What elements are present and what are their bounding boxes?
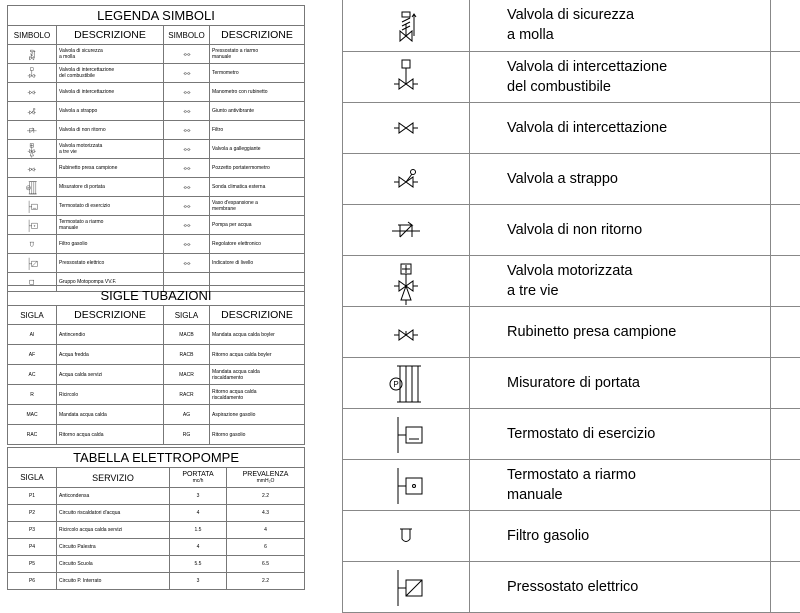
pumps-col-flow-label: PORTATA: [172, 471, 224, 478]
svg-text:P: P: [28, 185, 30, 189]
pump-head: 2.2: [227, 573, 305, 590]
detail-row: [343, 102, 800, 153]
detail-blank-cell: [770, 51, 800, 102]
pipe-code: AG: [164, 405, 210, 425]
legend-desc: Pozzetto portatermometro: [210, 159, 305, 178]
pumps-col-flow-unit: mc/h: [172, 478, 224, 484]
pressure-switch-icon: [343, 561, 470, 612]
legend-desc: Valvola a galleggiante: [210, 140, 305, 159]
detail-blank-cell: [770, 153, 800, 204]
detail-row: [343, 51, 800, 102]
detail-row: [343, 0, 800, 51]
detail-row: [343, 408, 800, 459]
pumps-col-head-label: PREVALENZA: [229, 471, 302, 478]
legend-desc: Misuratore di portata: [57, 178, 164, 197]
svg-text:P: P: [393, 380, 398, 389]
pipe-code: MACR: [164, 365, 210, 385]
legend-desc: Filtro gasolio: [57, 235, 164, 254]
legend-desc: Termostato a riarmo manuale: [57, 216, 164, 235]
pump-code: P2: [8, 505, 57, 522]
detail-label: Filtro gasolio: [470, 510, 771, 561]
pumps-col-service: SERVIZIO: [57, 468, 170, 488]
pipe-code: RACR: [164, 385, 210, 405]
pipe-desc: Mandata acqua calda riscaldamento: [210, 365, 305, 385]
pipe-code: AI: [8, 325, 57, 345]
symbol-detail-table: [342, 0, 800, 613]
legend-desc: Sonda climatica esterna: [210, 178, 305, 197]
legend-row: [8, 178, 305, 197]
pump-head: 6.5: [227, 556, 305, 573]
detail-row: [343, 561, 800, 612]
legend-row: [8, 121, 305, 140]
oil-filter-icon: [8, 235, 57, 254]
legend-col-desc: DESCRIZIONE: [210, 26, 305, 45]
manual-reset-pressure-switch-icon: [164, 45, 210, 64]
pumps-col-flow: [170, 468, 227, 488]
detail-row: [343, 357, 800, 408]
pipe-desc: Acqua calda servizi: [57, 365, 164, 385]
pumps-row: [8, 505, 305, 522]
pump-flow: 4: [170, 539, 227, 556]
pumps-row: [8, 556, 305, 573]
legend-col-symbol: SIMBOLO: [8, 26, 57, 45]
pipes-col-code: SIGLA: [164, 306, 210, 325]
pumps-col-head: [227, 468, 305, 488]
pump-service: Circuito riscaldatori d'acqua: [57, 505, 170, 522]
legend-row: [8, 64, 305, 83]
detail-blank-cell: [770, 561, 800, 612]
legend-row: [8, 140, 305, 159]
pipe-code: RACB: [164, 345, 210, 365]
legend-row: [8, 45, 305, 64]
manual-reset-thermostat-icon: [343, 459, 470, 510]
detail-blank-cell: [770, 408, 800, 459]
detail-blank-cell: [770, 459, 800, 510]
detail-blank-cell: [770, 357, 800, 408]
sample-tap-icon: [343, 306, 470, 357]
manual-reset-thermostat-icon: [8, 216, 57, 235]
filter-icon: [164, 121, 210, 140]
motorized-three-way-valve-icon: [343, 255, 470, 306]
detail-blank-cell: [770, 255, 800, 306]
pipe-code: MACB: [164, 325, 210, 345]
legend-desc: Valvola di intercettazione del combustibile: [57, 64, 164, 83]
detail-row: [343, 255, 800, 306]
pull-valve-icon: [8, 102, 57, 121]
legend-col-desc: DESCRIZIONE: [57, 26, 164, 45]
pump-head: 4.3: [227, 505, 305, 522]
pump-head: 2.2: [227, 488, 305, 505]
motorized-three-way-valve-icon: [8, 140, 57, 159]
detail-label: Valvola di non ritorno: [470, 204, 771, 255]
pipe-code: AC: [8, 365, 57, 385]
pipe-desc: Ritorno acqua calda boyler: [210, 345, 305, 365]
legend-desc: Valvola di intercettazione: [57, 83, 164, 102]
operating-thermostat-icon: [343, 408, 470, 459]
pump-service: Circuito Palestra: [57, 539, 170, 556]
legend-row: [8, 197, 305, 216]
pipe-code: RG: [164, 425, 210, 445]
flow-meter-icon: [8, 178, 57, 197]
legend-table: [7, 5, 305, 292]
water-pump-icon: [164, 216, 210, 235]
detail-row: [343, 459, 800, 510]
pull-valve-icon: [343, 153, 470, 204]
electronic-controller-icon: [164, 235, 210, 254]
pumps-row: [8, 573, 305, 590]
pipes-col-desc: DESCRIZIONE: [57, 306, 164, 325]
pipes-row: [8, 365, 305, 385]
outdoor-sensor-icon: [164, 178, 210, 197]
detail-blank-cell: [770, 510, 800, 561]
legend-desc: Rubinetto presa campione: [57, 159, 164, 178]
pipe-code: AF: [8, 345, 57, 365]
legend-desc: Valvola motorizzata a tre vie: [57, 140, 164, 159]
legend-row: [8, 235, 305, 254]
legend-desc: Indicatore di livello: [210, 254, 305, 273]
pump-flow: 3: [170, 573, 227, 590]
legend-desc: Vaso d'espansione a membrane: [210, 197, 305, 216]
pump-flow: 4: [170, 505, 227, 522]
legend-desc: Giunto antivibrante: [210, 102, 305, 121]
detail-label: Valvola di intercettazione del combustibile: [470, 51, 771, 102]
pipe-desc: Aspirazione gasolio: [210, 405, 305, 425]
shutoff-valve-icon: [8, 83, 57, 102]
pump-flow: 3: [170, 488, 227, 505]
legend-desc: Termometro: [210, 64, 305, 83]
legend-row: [8, 83, 305, 102]
detail-label: Termostato di esercizio: [470, 408, 771, 459]
thermometer-well-icon: [164, 159, 210, 178]
check-valve-icon: [8, 121, 57, 140]
pipe-code: RAC: [8, 425, 57, 445]
legend-row: [8, 254, 305, 273]
pumps-title: TABELLA ELETTROPOMPE: [8, 448, 305, 468]
legend-desc: Valvola di sicurezza a molla: [57, 45, 164, 64]
pump-service: Ricircolo acqua calda servizi: [57, 522, 170, 539]
legend-desc: Regolatore elettronico: [210, 235, 305, 254]
legend-title: LEGENDA SIMBOLI: [8, 6, 305, 26]
pipes-row: [8, 325, 305, 345]
legend-row: [8, 102, 305, 121]
safety-valve-icon: [8, 45, 57, 64]
pumps-table: [7, 447, 305, 590]
legend-desc: Pompa per acqua: [210, 216, 305, 235]
legend-desc: Gruppo Motopompa VV.F.: [57, 273, 164, 292]
legend-desc: Pressostato elettrico: [57, 254, 164, 273]
fuel-shutoff-valve-icon: [8, 64, 57, 83]
pipe-desc: Ritorno acqua calda: [57, 425, 164, 445]
pump-service: Circuito Scuola: [57, 556, 170, 573]
pipe-desc: Ritorno acqua calda riscaldamento: [210, 385, 305, 405]
sample-tap-icon: [8, 159, 57, 178]
pipe-desc: Ricircolo: [57, 385, 164, 405]
pump-service: Anticondensa: [57, 488, 170, 505]
detail-row: [343, 204, 800, 255]
detail-blank-cell: [770, 204, 800, 255]
anti-vibration-joint-icon: [164, 102, 210, 121]
detail-label: Valvola di intercettazione: [470, 102, 771, 153]
detail-label: Termostato a riarmo manuale: [470, 459, 771, 510]
pipe-desc: Acqua fredda: [57, 345, 164, 365]
detail-row: [343, 510, 800, 561]
pressure-switch-icon: [8, 254, 57, 273]
oil-filter-icon: [343, 510, 470, 561]
pipes-row: [8, 345, 305, 365]
shutoff-valve-icon: [343, 102, 470, 153]
pipes-col-code: SIGLA: [8, 306, 57, 325]
legend-desc: Termostato di esercizio: [57, 197, 164, 216]
pumps-row: [8, 522, 305, 539]
detail-label: Valvola di sicurezza a molla: [470, 0, 771, 51]
pump-head: 4: [227, 522, 305, 539]
operating-thermostat-icon: [8, 197, 57, 216]
detail-label: Valvola motorizzata a tre vie: [470, 255, 771, 306]
pipes-title: SIGLE TUBAZIONI: [8, 286, 305, 306]
detail-label: Misuratore di portata: [470, 357, 771, 408]
legend-col-symbol: SIMBOLO: [164, 26, 210, 45]
pipe-desc: Mandata acqua calda: [57, 405, 164, 425]
legend-desc: Valvola di non ritorno: [57, 121, 164, 140]
pipes-col-desc: DESCRIZIONE: [210, 306, 305, 325]
manometer-icon: [164, 83, 210, 102]
pump-head: 6: [227, 539, 305, 556]
pumps-row: [8, 539, 305, 556]
detail-label: Valvola a strappo: [470, 153, 771, 204]
pump-service: Circuito P. Interrato: [57, 573, 170, 590]
detail-row: [343, 306, 800, 357]
detail-blank-cell: [770, 306, 800, 357]
detail-blank-cell: [770, 102, 800, 153]
pump-code: P3: [8, 522, 57, 539]
pump-flow: 1.5: [170, 522, 227, 539]
legend-desc: Valvola a strappo: [57, 102, 164, 121]
pump-code: P6: [8, 573, 57, 590]
expansion-vessel-icon: [164, 197, 210, 216]
legend-desc: Filtro: [210, 121, 305, 140]
pump-code: P4: [8, 539, 57, 556]
pipe-desc: Mandata acqua calda boyler: [210, 325, 305, 345]
legend-row: [8, 216, 305, 235]
pipes-row: [8, 425, 305, 445]
legend-row: [8, 159, 305, 178]
float-valve-icon: [164, 140, 210, 159]
fuel-shutoff-valve-icon: [343, 51, 470, 102]
detail-blank-cell: [770, 0, 800, 51]
pumps-col-head-unit: mmH₂O: [229, 478, 302, 484]
detail-row: [343, 153, 800, 204]
detail-label: Pressostato elettrico: [470, 561, 771, 612]
pipe-desc: Ritorno gasolio: [210, 425, 305, 445]
pump-flow: 5.5: [170, 556, 227, 573]
legend-desc: Manometro con rubinetto: [210, 83, 305, 102]
safety-valve-icon: [343, 0, 470, 51]
pump-code: P5: [8, 556, 57, 573]
pump-code: P1: [8, 488, 57, 505]
pipes-row: [8, 405, 305, 425]
pipe-code: R: [8, 385, 57, 405]
pipes-row: [8, 385, 305, 405]
thermometer-icon: [164, 64, 210, 83]
pipe-code: MAC: [8, 405, 57, 425]
pumps-col-code: SIGLA: [8, 468, 57, 488]
pumps-row: [8, 488, 305, 505]
pipes-table: [7, 285, 305, 445]
flow-meter-icon: [343, 357, 470, 408]
check-valve-icon: [343, 204, 470, 255]
detail-label: Rubinetto presa campione: [470, 306, 771, 357]
pipe-desc: Antincendio: [57, 325, 164, 345]
level-indicator-icon: [164, 254, 210, 273]
legend-desc: Pressostato a riarmo manuale: [210, 45, 305, 64]
